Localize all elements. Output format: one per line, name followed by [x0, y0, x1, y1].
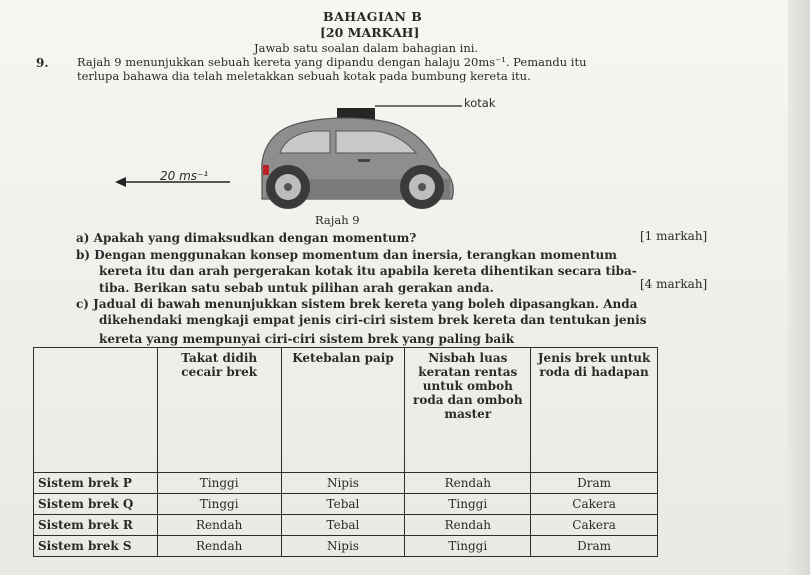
question-number: 9. [36, 56, 49, 70]
question-stem-line-2: terlupa bahawa dia telah meletakkan sebuah kotak pada bumbung kereta itu. [77, 69, 531, 83]
table-cell: Rendah [157, 536, 281, 557]
part-a-text: a) Apakah yang dimaksudkan dengan momentum? [76, 231, 417, 245]
part-a-marks: [1 markah] [640, 229, 708, 243]
table-cell: Dram [531, 473, 658, 494]
car-figure [110, 95, 490, 220]
table-row [34, 536, 658, 557]
table-cell: Nipis [281, 536, 405, 557]
table-header-cell: Ketebalan paip [281, 348, 405, 473]
part-b-line-1: b) Dengan menggunakan konsep momentum dan inersia, terangkan momentum [76, 248, 617, 262]
table-header-row [34, 348, 658, 473]
table-header-cell: Nisbah luas keratan rentas untuk omboh roda dan omboh master [405, 348, 531, 473]
table-cell: Rendah [405, 515, 531, 536]
figure-caption: Rajah 9 [315, 213, 360, 227]
front-wheel [400, 165, 444, 209]
table-cell: Tinggi [405, 536, 531, 557]
table-header-cell: Jenis brek untuk roda di hadapan [531, 348, 658, 473]
table-cell: Rendah [157, 515, 281, 536]
part-b-line-2: kereta itu dan arah pergerakan kotak itu apabila kereta dihentikan secara tiba- [99, 264, 637, 278]
tail-light [263, 165, 269, 175]
table-cell: Nipis [281, 473, 405, 494]
table-cell: Tebal [281, 515, 405, 536]
table-cell: Rendah [405, 473, 531, 494]
rear-wheel [266, 165, 310, 209]
part-b-marks: [4 markah] [640, 277, 708, 291]
table-row [34, 515, 658, 536]
table-cell: Sistem brek S [34, 536, 158, 557]
table-row [34, 473, 658, 494]
table-row [34, 494, 658, 515]
table-cell: Tinggi [405, 494, 531, 515]
question-stem-line-1: Rajah 9 menunjukkan sebuah kereta yang dipandu dengan halaju 20ms⁻¹. Pemandu itu [77, 55, 587, 69]
section-marks: [20 MARKAH] [320, 25, 420, 40]
table-cell: Dram [531, 536, 658, 557]
brake-system-table [33, 347, 658, 557]
table-cell: Sistem brek P [34, 473, 158, 494]
door-handle [358, 159, 370, 162]
table-header-cell [34, 348, 158, 473]
table-header-cell: Takat didih cecair brek [157, 348, 281, 473]
part-c-line-2: dikehendaki mengkaji empat jenis ciri-ciri sistem brek kereta dan tentukan jenis [99, 313, 647, 327]
table-cell: Tinggi [157, 473, 281, 494]
part-c-line-3: kereta yang mempunyai ciri-ciri sistem brek yang paling baik [99, 332, 515, 346]
table-cell: Cakera [531, 494, 658, 515]
table-cell: Sistem brek Q [34, 494, 158, 515]
velocity-arrowhead [115, 177, 126, 187]
box-label: kotak [464, 96, 496, 110]
table-cell: Tinggi [157, 494, 281, 515]
part-b-line-3: tiba. Berikan satu sebab untuk pilihan arah gerakan anda. [99, 281, 494, 295]
table-cell: Cakera [531, 515, 658, 536]
part-c-line-1: c) Jadual di bawah menunjukkan sistem brek kereta yang boleh dipasangkan. Anda [76, 297, 638, 311]
section-title: BAHAGIAN B [323, 9, 423, 24]
table-cell: Sistem brek R [34, 515, 158, 536]
section-instruction: Jawab satu soalan dalam bahagian ini. [254, 41, 479, 55]
table-cell: Tebal [281, 494, 405, 515]
speed-label: 20 ms⁻¹ [160, 169, 209, 183]
page-edge [788, 0, 810, 575]
